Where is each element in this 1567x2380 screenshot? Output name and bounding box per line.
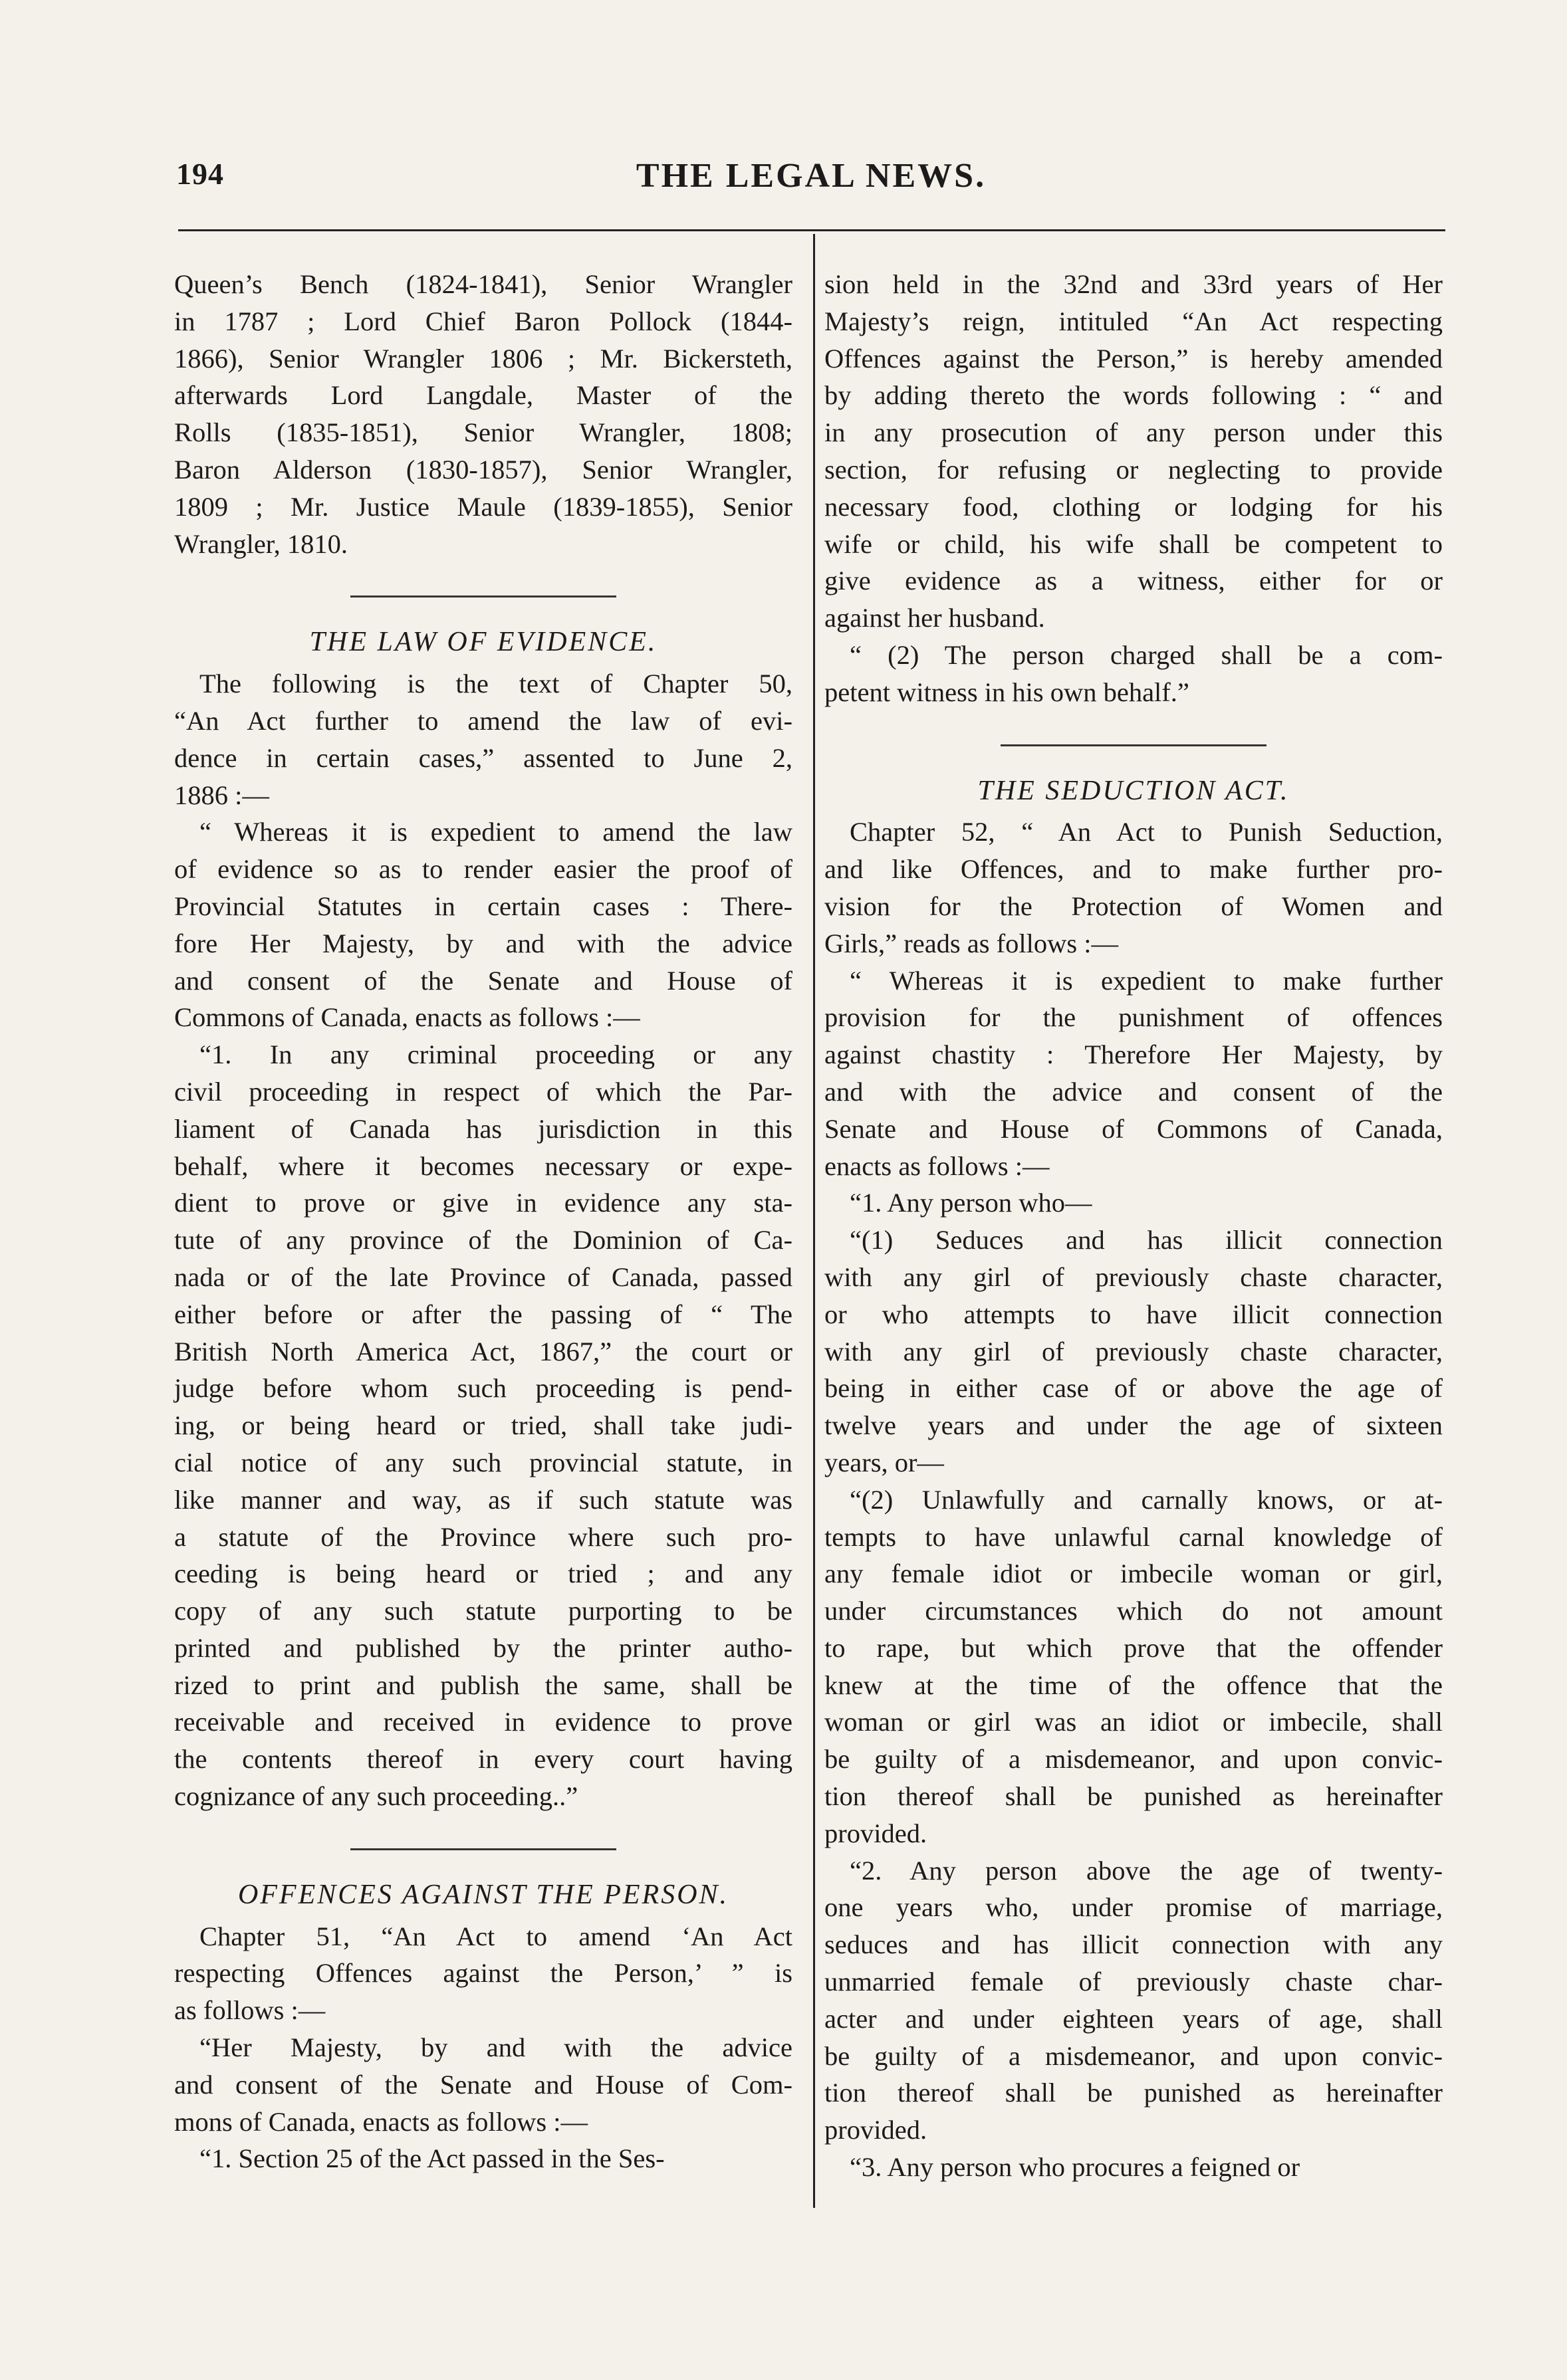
seduction-text — [824, 813, 1443, 2185]
text-line: 1866), Senior Wrangler 1806 ; Mr. Bickersteth, — [174, 343, 792, 374]
text-line: dient to prove or give in evidence any sta- — [174, 1188, 792, 1218]
text-line: Baron Alderson (1830-1857), Senior Wrangler, — [174, 454, 792, 485]
evidence-text — [174, 665, 792, 1815]
text-line: “ (2) The person charged shall be a com- — [850, 639, 1443, 670]
text-line: civil proceeding in respect of which the Par- — [174, 1076, 792, 1107]
text-line: “ Whereas it is expedient to make further — [850, 965, 1443, 996]
text-line: with any girl of previously chaste character, — [824, 1261, 1443, 1292]
text-line: being in either case of or above the age of — [824, 1373, 1443, 1404]
text-line: enacts as follows :— — [824, 1150, 1050, 1181]
text-line: give evidence as a witness, either for or — [824, 566, 1443, 596]
offences-heading: OFFENCES AGAINST THE PERSON. — [237, 1879, 729, 1910]
section-separator — [350, 595, 616, 597]
evidence-heading: THE LAW OF EVIDENCE. — [309, 627, 658, 658]
text-line: or who attempts to have illicit connection — [824, 1299, 1443, 1329]
text-line: Offences against the Person,” is hereby amended — [824, 343, 1443, 374]
text-line: and consent of the Senate and House of Com- — [174, 2069, 792, 2100]
text-line: section, for refusing or neglecting to provide — [824, 454, 1443, 485]
text-line: to rape, but which prove that the offender — [824, 1632, 1443, 1663]
text-line: dence in certain cases,” assented to June 2, — [174, 742, 792, 773]
column-divider — [813, 234, 815, 2208]
text-line: Rolls (1835-1851), Senior Wrangler, 1808; — [174, 417, 792, 448]
header-rule — [178, 229, 1445, 231]
text-line: ceeding is being heard or tried ; and any — [174, 1559, 792, 1589]
text-line: tion thereof shall be punished as hereinafter — [824, 2078, 1443, 2108]
text-line: acter and under eighteen years of age, shall — [824, 2003, 1443, 2034]
text-line: British North America Act, 1867,” the court or — [174, 1336, 792, 1366]
left-column — [174, 266, 792, 2177]
text-line: knew at the time of the offence that the — [824, 1670, 1443, 1700]
text-line: mons of Canada, enacts as follows :— — [174, 2106, 588, 2137]
text-line: a statute of the Province where such pro- — [174, 1521, 792, 1552]
text-line: any female idiot or imbecile woman or girl, — [824, 1559, 1443, 1589]
text-line: like manner and way, as if such statute was — [174, 1484, 792, 1515]
text-line: provision for the punishment of offences — [824, 1002, 1443, 1033]
text-line: “2. Any person above the age of twenty- — [850, 1855, 1443, 1886]
text-line: in 1787 ; Lord Chief Baron Pollock (1844- — [174, 306, 792, 336]
text-line: Wrangler, 1810. — [174, 528, 348, 559]
text-line: woman or girl was an idiot or imbecile, shall — [824, 1707, 1443, 1737]
text-line: Chapter 51, “An Act to amend ‘An Act — [199, 1921, 792, 1951]
text-line: wife or child, his wife shall be competent to — [824, 528, 1443, 559]
text-line: “1. Any person who— — [850, 1188, 1092, 1218]
page-header — [176, 156, 1446, 209]
text-line: Chapter 52, “ An Act to Punish Seduction, — [850, 817, 1443, 847]
text-line: and with the advice and consent of the — [824, 1076, 1443, 1107]
text-line: 1886 :— — [174, 780, 269, 810]
text-line: judge before whom such proceeding is pend- — [174, 1373, 792, 1404]
text-line: fore Her Majesty, by and with the advice — [174, 928, 792, 958]
text-line: twelve years and under the age of sixteen — [824, 1410, 1443, 1441]
text-line: rized to print and publish the same, shall be — [174, 1670, 792, 1700]
text-line: seduces and has illicit connection with any — [824, 1929, 1443, 1960]
text-line: “1. Section 25 of the Act passed in the Ses- — [199, 2143, 665, 2174]
text-line: “Her Majesty, by and with the advice — [199, 2032, 792, 2063]
text-line: copy of any such statute purporting to be — [174, 1596, 792, 1626]
text-line: Senate and House of Commons of Canada, — [824, 1113, 1443, 1144]
text-line: provided. — [824, 1818, 927, 1848]
text-line: behalf, where it becomes necessary or expe- — [174, 1150, 792, 1181]
text-line: cial notice of any such provincial statute, in — [174, 1447, 792, 1477]
text-line: and consent of the Senate and House of — [174, 965, 792, 996]
text-line: “An Act further to amend the law of evi- — [174, 705, 792, 736]
text-line: of evidence so as to render easier the proof of — [174, 854, 792, 885]
text-line: liament of Canada has jurisdiction in this — [174, 1113, 792, 1144]
text-line: unmarried female of previously chaste char- — [824, 1967, 1443, 1997]
text-line: either before or after the passing of “ The — [174, 1299, 792, 1329]
text-line: respecting Offences against the Person,’ ” is — [174, 1958, 792, 1989]
text-line: be guilty of a misdemeanor, and upon convic- — [824, 2040, 1443, 2071]
text-line: receivable and received in evidence to prove — [174, 1707, 792, 1737]
text-line: necessary food, clothing or lodging for his — [824, 491, 1443, 522]
text-line: “ Whereas it is expedient to amend the law — [199, 817, 792, 847]
text-line: Provincial Statutes in certain cases : There- — [174, 891, 792, 921]
text-line: afterwards Lord Langdale, Master of the — [174, 380, 792, 411]
text-line: with any girl of previously chaste character, — [824, 1336, 1443, 1366]
text-line: “(2) Unlawfully and carnally knows, or at- — [850, 1484, 1443, 1515]
text-line: petent witness in his own behalf.” — [824, 677, 1189, 707]
intro-paragraph — [174, 266, 792, 562]
text-line: ing, or being heard or tried, shall take judi- — [174, 1410, 792, 1441]
text-line: cognizance of any such proceeding..” — [174, 1781, 578, 1812]
right-column — [824, 266, 1443, 2186]
text-line: tute of any province of the Dominion of Ca- — [174, 1225, 792, 1255]
text-line: tempts to have unlawful carnal knowledge of — [824, 1521, 1443, 1552]
text-line: in any prosecution of any person under this — [824, 417, 1443, 448]
text-line: Queen’s Bench (1824-1841), Senior Wrangler — [174, 269, 792, 299]
section-separator — [1001, 744, 1266, 746]
text-line: one years who, under promise of marriage, — [824, 1892, 1443, 1923]
seduction-heading: THE SEDUCTION ACT. — [977, 775, 1290, 806]
text-line: under circumstances which do not amount — [824, 1596, 1443, 1626]
text-line: printed and published by the printer autho- — [174, 1632, 792, 1663]
text-line: by adding thereto the words following : “ and — [824, 380, 1443, 411]
text-line: nada or of the late Province of Canada, passed — [174, 1261, 792, 1292]
text-line: “1. In any criminal proceeding or any — [199, 1039, 792, 1070]
text-line: “3. Any person who procures a feigned or — [850, 2152, 1300, 2183]
text-line: sion held in the 32nd and 33rd years of Her — [824, 269, 1443, 299]
offences-text — [174, 1918, 792, 2178]
text-line: be guilty of a misdemeanor, and upon convic- — [824, 1744, 1443, 1775]
text-line: Majesty’s reign, intituled “An Act respecting — [824, 306, 1443, 336]
text-line: vision for the Protection of Women and — [824, 891, 1443, 921]
text-line: The following is the text of Chapter 50, — [199, 669, 792, 699]
text-line: and like Offences, and to make further pro- — [824, 854, 1443, 885]
text-line: Girls,” reads as follows :— — [824, 928, 1119, 958]
running-title: THE LEGAL NEWS. — [636, 157, 987, 195]
text-line: Commons of Canada, enacts as follows :— — [174, 1002, 640, 1033]
text-line: as follows :— — [174, 1995, 326, 2026]
text-line: against her husband. — [824, 603, 1045, 633]
section-separator — [350, 1848, 616, 1850]
text-line: provided. — [824, 2115, 927, 2145]
text-line: years, or— — [824, 1447, 944, 1477]
text-line: 1809 ; Mr. Justice Maule (1839-1855), Senior — [174, 491, 792, 522]
page-number: 194 — [176, 157, 224, 191]
text-line: “(1) Seduces and has illicit connection — [850, 1225, 1443, 1255]
text-line: against chastity : Therefore Her Majesty, by — [824, 1039, 1443, 1070]
text-line: tion thereof shall be punished as hereinafter — [824, 1781, 1443, 1812]
text-line: the contents thereof in every court having — [174, 1744, 792, 1775]
continuation-text — [824, 266, 1443, 711]
